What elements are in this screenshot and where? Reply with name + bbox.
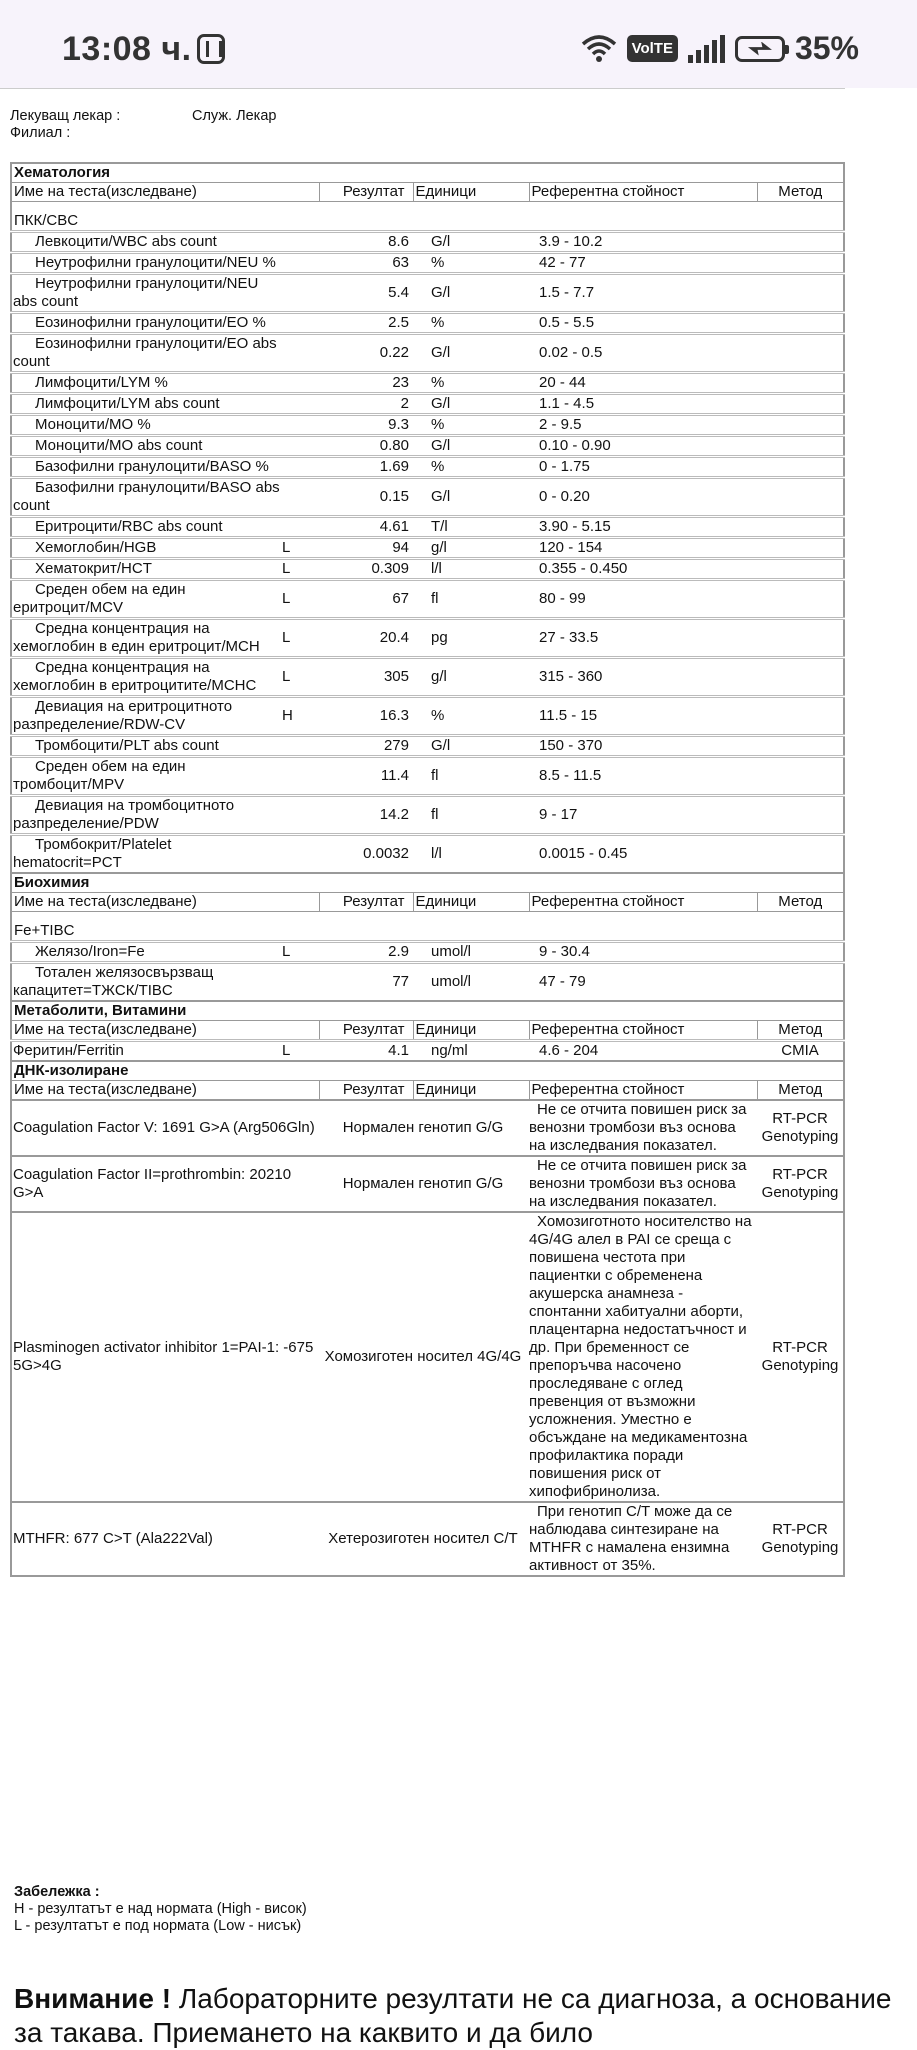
divider [0,88,845,89]
table-row [11,1156,844,1212]
method [757,253,844,274]
column-header-row [11,183,844,202]
result-flag [282,436,319,457]
test-name [11,517,282,538]
test-name-text: Левкоцити/WBC abs count [35,233,217,250]
result-flag: L [282,1041,319,1062]
table-row [11,757,844,796]
table-row [11,796,844,835]
reference-range: 120 - 154 [529,538,757,559]
test-name-text: Лимфоцити/LYM abs count [35,395,220,412]
table-row [11,373,844,394]
table-row [11,1502,844,1576]
table-row [11,736,844,757]
warning-body: Лабораторните резултати не са диагноза, а основание за такава. Приемането на каквито и да било [14,1983,892,2048]
section-title: Метаболити, Витамини [11,1001,844,1021]
lab-report [10,162,843,1577]
result-unit: fl [413,580,529,619]
result-unit: G/l [413,436,529,457]
col-method-header: Метод [757,183,844,202]
method [757,835,844,874]
test-name [11,658,282,697]
method [757,736,844,757]
test-name [11,580,282,619]
test-name [11,313,282,334]
result-flag [282,313,319,334]
test-name-text: Тромбоцити/PLT abs count [35,737,219,754]
reference-range: 3.90 - 5.15 [529,517,757,538]
reference-range: 42 - 77 [529,253,757,274]
test-name [11,619,282,658]
status-bar [0,0,917,88]
table-row [11,1212,844,1502]
test-name-text: Средна концентрация на хемоглобин в еритроцитите/MCHC [13,659,257,694]
result-value: 20.4 [319,619,413,658]
nfc-icon [197,34,225,64]
reference-range: 9 - 17 [529,796,757,835]
test-name [11,942,282,963]
section-title-row [11,1001,844,1021]
test-name-text: Еритроцити/RBC abs count [35,518,223,535]
reference-range: 0 - 0.20 [529,478,757,517]
result-flag [282,796,319,835]
col-unit-header: Единици [413,183,529,202]
battery-icon [735,36,785,62]
test-name: Coagulation Factor V: 1691 G>A (Arg506Gln) [11,1100,319,1156]
method [757,559,844,580]
result-value: 305 [319,658,413,697]
section-title-row [11,1061,844,1081]
method [757,373,844,394]
col-result-header: Резултат [319,893,413,912]
result-unit: % [413,697,529,736]
table-row [11,835,844,874]
result-unit: umol/l [413,942,529,963]
result-unit: g/l [413,538,529,559]
table-row [11,942,844,963]
column-header-row [11,893,844,912]
reference-text: Хомозиготното носителство на 4G/4G алел в PAI се среща с повишена честота при пациентки с обременена акушерска анамнеза - спонтанни хабитуални аборти, плацентарна недостатъчност и др. При бременност се препоръчва насочено проследяване с оглед превенция от възможни усложнения. Уместно е обсъждане на медикаментозна профилактика поради повишения риск от хипофибринолиза. [529,1212,757,1502]
result-value: 0.80 [319,436,413,457]
result-unit: % [413,373,529,394]
result-unit: % [413,415,529,436]
section-title: ДНК-изолиране [11,1061,844,1081]
test-name [11,253,282,274]
result-unit: G/l [413,334,529,373]
group-row [11,202,844,232]
reference-text: Не се отчита повишен риск за венозни тромбози въз основа на изследвания показател. [529,1156,757,1212]
doctor-value: Служ. Лекар [192,108,277,124]
test-name-text: Неутрофилни гранулоцити/NEU abs count [13,275,259,310]
test-name [11,963,282,1002]
result-value: 11.4 [319,757,413,796]
reference-range: 4.6 - 204 [529,1041,757,1062]
table-row [11,1100,844,1156]
test-name [11,538,282,559]
wifi-icon [581,34,617,64]
section-title-row [11,163,844,183]
signal-icon [688,35,725,63]
method: RT-PCR Genotyping [757,1100,844,1156]
method [757,697,844,736]
col-result-header: Резултат [319,1081,413,1101]
method [757,436,844,457]
reference-range: 2 - 9.5 [529,415,757,436]
battery-percent: 35% [794,30,859,66]
method [757,478,844,517]
test-name [11,478,282,517]
result-flag [282,334,319,373]
volte-badge: VolTE [627,35,678,62]
result-flag [282,232,319,253]
result-flag [282,963,319,1002]
reference-range: 11.5 - 15 [529,697,757,736]
reference-range: 8.5 - 11.5 [529,757,757,796]
reference-range: 0.0015 - 0.45 [529,835,757,874]
report-header [10,108,277,142]
result-value: 279 [319,736,413,757]
method: RT-PCR Genotyping [757,1502,844,1576]
test-name: Plasminogen activator inhibitor 1=PAI-1: -675 5G>4G [11,1212,319,1502]
reference-range: 0.10 - 0.90 [529,436,757,457]
result-unit: T/l [413,517,529,538]
col-name-header: Име на теста(изследване) [11,1021,319,1041]
test-name-text: Девиация на тромбоцитното разпределение/PDW [13,797,235,832]
test-name-text: Еозинофилни гранулоцити/EO % [35,314,266,331]
result-value: 4.61 [319,517,413,538]
col-result-header: Резултат [319,1021,413,1041]
table-row [11,559,844,580]
result-unit: fl [413,796,529,835]
result-unit: l/l [413,835,529,874]
test-name-text: Девиация на еритроцитното разпределение/RDW-CV [13,698,233,733]
status-icons [581,30,859,67]
result-value: 8.6 [319,232,413,253]
group-label: ПКК/CBC [14,212,79,229]
test-name [11,274,282,313]
result-unit: % [413,457,529,478]
table-row [11,394,844,415]
result-value: 0.0032 [319,835,413,874]
result-value: 23 [319,373,413,394]
method [757,942,844,963]
table-row [11,1041,844,1062]
test-name-text: Среден обем на един еритроцит/MCV [13,581,186,616]
reference-range: 150 - 370 [529,736,757,757]
col-name-header: Име на теста(изследване) [11,893,319,912]
test-name [11,415,282,436]
method [757,334,844,373]
result-value: Хомозиготен носител 4G/4G [319,1212,529,1502]
test-name-text: Желязо/Iron=Fe [35,943,145,960]
test-name-text: Моноцити/MO abs count [35,437,203,454]
result-flag [282,757,319,796]
method [757,796,844,835]
group-label: Fe+TIBC [14,922,75,939]
test-name-text: Базофилни гранулоцити/BASO % [35,458,269,475]
test-name [11,394,282,415]
result-flag: L [282,658,319,697]
test-name [11,757,282,796]
result-value: 2.9 [319,942,413,963]
table-row [11,253,844,274]
test-name-text: Хемоглобин/HGB [35,539,157,556]
result-unit: l/l [413,559,529,580]
method [757,619,844,658]
reference-range: 27 - 33.5 [529,619,757,658]
result-flag [282,253,319,274]
section-title-row [11,873,844,893]
result-flag: H [282,697,319,736]
table-row [11,478,844,517]
method [757,963,844,1002]
method [757,538,844,559]
col-ref-header: Референтна стойност [529,183,757,202]
legend-notes [14,1884,307,1935]
test-name [11,334,282,373]
result-value: 67 [319,580,413,619]
test-name-text: Феритин/Ferritin [13,1042,124,1059]
result-value: 4.1 [319,1041,413,1062]
col-unit-header: Единици [413,893,529,912]
column-header-row [11,1021,844,1041]
test-name [11,697,282,736]
reference-range: 80 - 99 [529,580,757,619]
reference-text: Не се отчита повишен риск за венозни тромбози въз основа на изследвания показател. [529,1100,757,1156]
col-ref-header: Референтна стойност [529,1081,757,1101]
reference-range: 0.5 - 5.5 [529,313,757,334]
col-name-header: Име на теста(изследване) [11,183,319,202]
reference-range: 9 - 30.4 [529,942,757,963]
result-flag [282,274,319,313]
result-value: 0.309 [319,559,413,580]
warning-bold: Внимание ! [14,1983,172,2014]
reference-range: 3.9 - 10.2 [529,232,757,253]
test-name-text: Тотален желязосвързващ капацитет=ТЖСК/TIBC [13,964,214,999]
result-value: 16.3 [319,697,413,736]
method [757,658,844,697]
result-unit: ng/ml [413,1041,529,1062]
table-row [11,697,844,736]
result-unit: G/l [413,232,529,253]
result-flag: L [282,942,319,963]
table-row [11,658,844,697]
method: RT-PCR Genotyping [757,1212,844,1502]
test-name: MTHFR: 677 C>T (Ala222Val) [11,1502,319,1576]
method [757,313,844,334]
result-value: 9.3 [319,415,413,436]
result-flag [282,394,319,415]
method [757,517,844,538]
result-unit: G/l [413,274,529,313]
result-flag [282,457,319,478]
test-name-text: Еозинофилни гранулоцити/EO abs count [13,335,277,370]
result-unit: % [413,253,529,274]
section-title: Биохимия [11,873,844,893]
test-name [11,373,282,394]
result-value: Нормален генотип G/G [319,1100,529,1156]
table-row [11,313,844,334]
warning-text [14,1982,904,2050]
table-row [11,580,844,619]
test-name-text: Моноцити/MO % [35,416,151,433]
method: RT-PCR Genotyping [757,1156,844,1212]
test-name-text: Среден обем на един тромбоцит/MPV [13,758,186,793]
method [757,457,844,478]
result-value: 2.5 [319,313,413,334]
notes-high: H - резултатът е над нормата (High - висок) [14,1901,307,1917]
table-row [11,457,844,478]
method [757,415,844,436]
reference-range: 47 - 79 [529,963,757,1002]
test-name-text: Хематокрит/HCT [35,560,152,577]
result-flag: L [282,538,319,559]
result-value: 0.15 [319,478,413,517]
reference-range: 20 - 44 [529,373,757,394]
result-value: 5.4 [319,274,413,313]
result-value: Хетерозиготен носител C/T [319,1502,529,1576]
result-flag [282,415,319,436]
doctor-label: Лекуващ лекар : [10,108,121,124]
test-name [11,232,282,253]
result-value: Нормален генотип G/G [319,1156,529,1212]
test-name [11,559,282,580]
section-title: Хематология [11,163,844,183]
test-name [11,436,282,457]
result-flag: L [282,619,319,658]
result-unit: fl [413,757,529,796]
table-row [11,232,844,253]
reference-range: 315 - 360 [529,658,757,697]
table-row [11,415,844,436]
result-unit: g/l [413,658,529,697]
result-value: 77 [319,963,413,1002]
test-name [11,796,282,835]
reference-range: 0 - 1.75 [529,457,757,478]
result-flag [282,517,319,538]
col-method-header: Метод [757,1021,844,1041]
branch-label: Филиал : [10,125,71,141]
method [757,394,844,415]
method [757,757,844,796]
result-flag: L [282,559,319,580]
result-unit: G/l [413,478,529,517]
method [757,274,844,313]
reference-text: При генотип C/T може да се наблюдава синтезиране на MTHFR с намалена ензимна активност от 35%. [529,1502,757,1576]
table-row [11,963,844,1002]
result-unit: G/l [413,394,529,415]
result-value: 14.2 [319,796,413,835]
method: CMIA [757,1041,844,1062]
status-time: 13:08 ч. [62,30,192,68]
table-row [11,619,844,658]
test-name: Coagulation Factor II=prothrombin: 20210 G>A [11,1156,319,1212]
col-unit-header: Единици [413,1021,529,1041]
result-value: 0.22 [319,334,413,373]
result-unit: G/l [413,736,529,757]
table-row [11,517,844,538]
result-value: 94 [319,538,413,559]
test-name [11,1041,282,1062]
col-result-header: Резултат [319,183,413,202]
test-name-text: Тромбокрит/Platelet hematocrit=PCT [13,836,172,871]
result-unit: umol/l [413,963,529,1002]
reference-range: 1.5 - 7.7 [529,274,757,313]
result-value: 1.69 [319,457,413,478]
method [757,232,844,253]
test-name [11,457,282,478]
result-flag [282,835,319,874]
result-unit: % [413,313,529,334]
col-method-header: Метод [757,1081,844,1101]
result-flag [282,478,319,517]
col-name-header: Име на теста(изследване) [11,1081,319,1101]
test-name-text: Средна концентрация на хемоглобин в един еритроцит/MCH [13,620,260,655]
results-table [10,162,845,1577]
reference-range: 1.1 - 4.5 [529,394,757,415]
test-name-text: Неутрофилни гранулоцити/NEU % [35,254,276,271]
test-name [11,736,282,757]
result-flag [282,373,319,394]
result-flag: L [282,580,319,619]
column-header-row [11,1081,844,1101]
reference-range: 0.355 - 0.450 [529,559,757,580]
method [757,580,844,619]
table-row [11,436,844,457]
table-row [11,334,844,373]
test-name-text: Базофилни гранулоцити/BASO abs count [13,479,280,514]
notes-low: L - резултатът е под нормата (Low - нисък) [14,1918,302,1934]
table-row [11,274,844,313]
result-unit: pg [413,619,529,658]
test-name [11,835,282,874]
col-unit-header: Единици [413,1081,529,1101]
col-ref-header: Референтна стойност [529,1021,757,1041]
test-name-text: Лимфоцити/LYM % [35,374,168,391]
col-method-header: Метод [757,893,844,912]
result-flag [282,736,319,757]
table-row [11,538,844,559]
result-value: 63 [319,253,413,274]
col-ref-header: Референтна стойност [529,893,757,912]
result-value: 2 [319,394,413,415]
group-row [11,912,844,942]
notes-title: Забележка : [14,1884,100,1900]
reference-range: 0.02 - 0.5 [529,334,757,373]
